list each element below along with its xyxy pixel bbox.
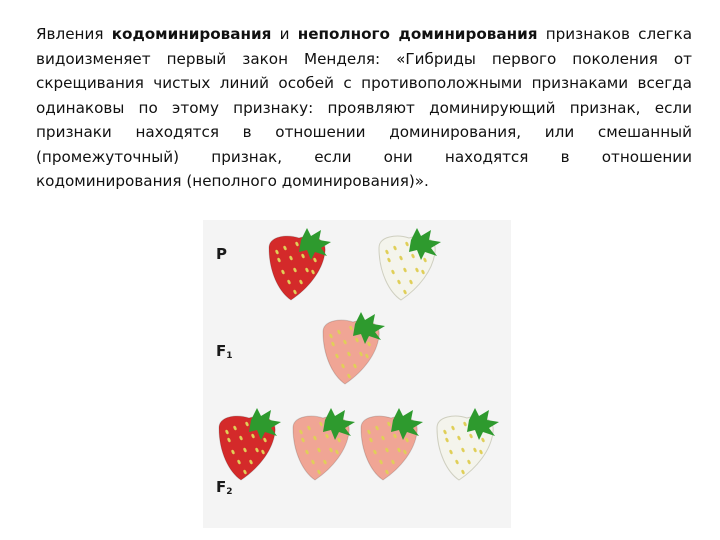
- bold-term: кодоминирования: [111, 25, 272, 43]
- text-run: признаков слегка: [537, 25, 692, 43]
- paragraph-line: [36, 120, 692, 145]
- text-run: Явления: [36, 25, 112, 43]
- strawberry-pink-icon: [285, 406, 359, 484]
- strawberry-red-icon: [261, 226, 335, 304]
- generation-label-f2: $F_2$: [216, 478, 233, 497]
- text-run: скрещивания чистых линий особей с противоположными признаками всегда: [36, 74, 692, 92]
- strawberry-red-icon: [211, 406, 285, 484]
- generation-label-f1: $F_1$: [216, 342, 233, 361]
- text-run: (промежуточный) признак, если они находятся в отношении: [36, 147, 692, 166]
- strawberry-white-icon: [429, 406, 503, 484]
- paragraph-line: [36, 145, 692, 170]
- text-run: одинаковы по этому признаку: проявляют доминирующий признак, если: [36, 98, 692, 117]
- generation-label-p: P: [216, 245, 227, 263]
- strawberry-pink-icon: [315, 310, 389, 388]
- paragraph-line: [36, 47, 692, 72]
- strawberry-pink-icon: [353, 406, 427, 484]
- paragraph-line: [36, 169, 692, 194]
- text-run: признаки находятся в отношении доминирования, или смешанный: [36, 123, 692, 141]
- text-run: видоизменяет первый закон Менделя: «Гибриды первого поколения от: [36, 49, 692, 68]
- text-run: и: [271, 25, 298, 43]
- paragraph-line: [36, 71, 692, 96]
- strawberry-cross-figure: [203, 220, 511, 528]
- bold-term: неполного доминирования: [297, 25, 538, 43]
- paragraph-line: [36, 22, 692, 47]
- text-run: кодоминирования (неполного доминирования)».: [36, 172, 429, 190]
- body-paragraph: [36, 22, 692, 194]
- strawberry-white-icon: [371, 226, 445, 304]
- paragraph-line: [36, 96, 692, 121]
